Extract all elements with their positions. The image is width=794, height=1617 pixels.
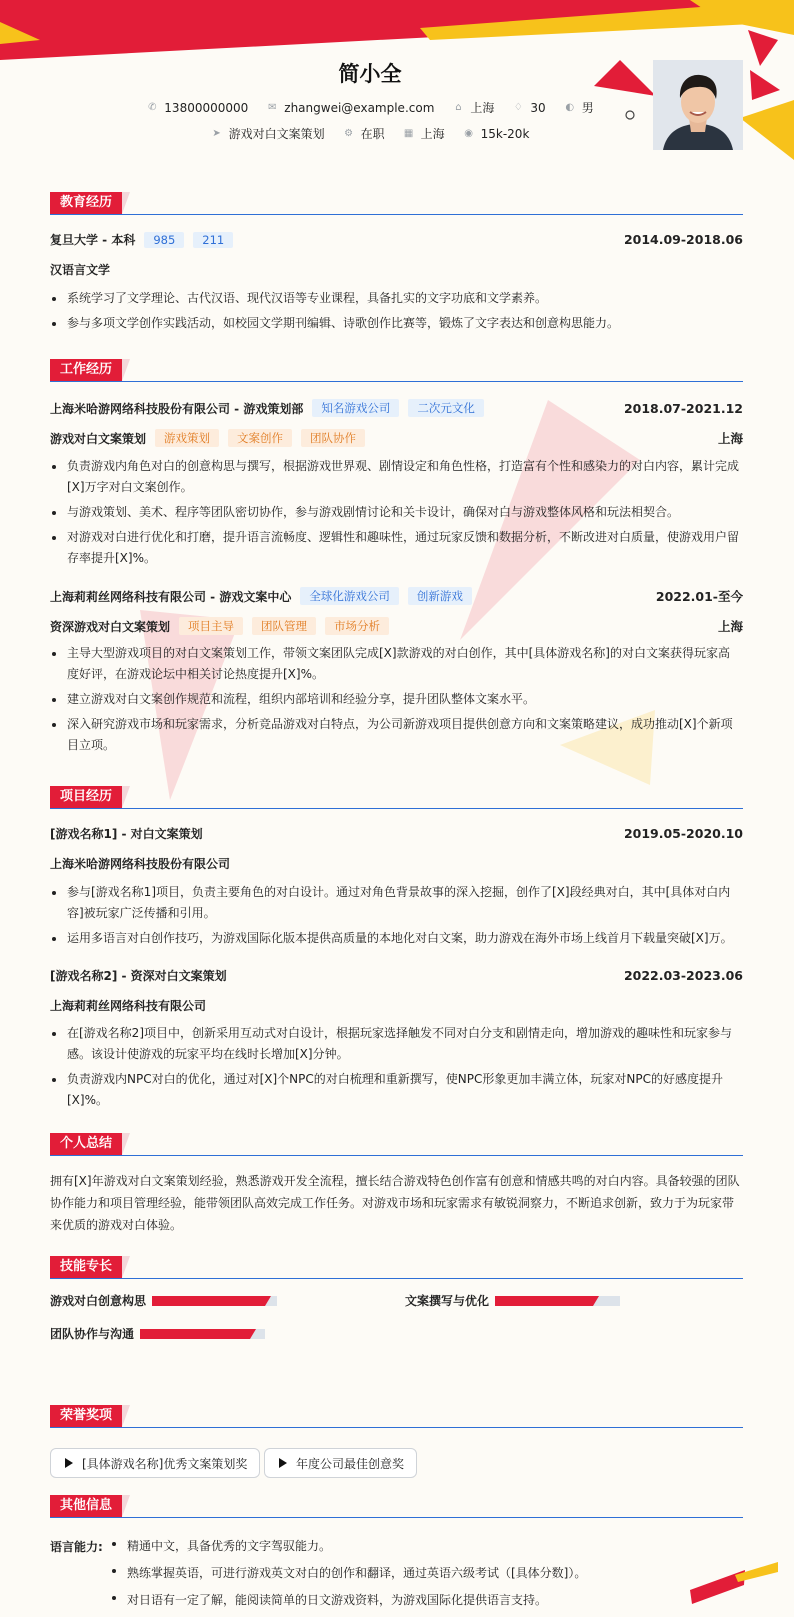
phone-item xyxy=(146,101,248,115)
candidate-name: 简小全 xyxy=(338,62,402,86)
send-icon: ➤ xyxy=(212,127,221,139)
gear-icon: ⚙ xyxy=(344,127,354,139)
skill-bar-fill xyxy=(140,1329,250,1339)
list-item: 熟练掌握英语，可进行游戏英文对白的创作和翻译，通过英语六级考试（[具体分数]）。 xyxy=(110,1560,730,1587)
project-bullets xyxy=(50,882,740,949)
other-title: 其他信息 xyxy=(50,1495,122,1517)
summary-header xyxy=(50,1133,743,1156)
skills-header xyxy=(50,1256,743,1279)
age-text: 30 xyxy=(530,100,546,115)
work-bullets xyxy=(50,456,740,569)
education-title: 教育经历 xyxy=(50,192,122,214)
company-name: 上海莉莉丝网络科技有限公司 - 游戏文案中心 xyxy=(50,589,292,604)
skill-bar-fill xyxy=(495,1296,593,1306)
age-item xyxy=(512,101,545,115)
city-text: 上海 xyxy=(470,101,495,115)
home-icon: ⌂ xyxy=(455,101,462,113)
phone-text: 13800000000 xyxy=(164,100,249,115)
award-text: 年度公司最佳创意奖 xyxy=(296,1456,405,1471)
list-item: 运用多语言对白创作技巧，为游戏国际化版本提供高质量的本地化对白文案，助力游戏在海外市场上线首月下载量突破[X]万。 xyxy=(50,928,740,949)
skill-bar xyxy=(495,1296,620,1306)
role-tag: 项目主导 xyxy=(179,617,243,635)
project-company: 上海莉莉丝网络科技有限公司 xyxy=(50,999,207,1013)
project-company: 上海米哈游网络科技股份有限公司 xyxy=(50,857,231,871)
role-name: 游戏对白文案策划 xyxy=(50,431,147,446)
contact-row xyxy=(0,99,740,116)
project-row xyxy=(50,825,743,842)
education-bullets xyxy=(50,288,740,334)
skill-item xyxy=(50,1292,277,1309)
skill-name: 文案撰写与优化 xyxy=(405,1294,490,1308)
skill-item xyxy=(405,1292,620,1309)
role-row xyxy=(50,617,743,635)
award-text: [具体游戏名称]优秀文案策划奖 xyxy=(82,1456,248,1471)
project-bullets xyxy=(50,1023,740,1111)
job-text: 游戏对白文案策划 xyxy=(228,127,325,141)
list-item: 参与[游戏名称1]项目，负责主要角色的对白设计。通过对角色背景故事的深入挖掘，创作了[X]段经典对白，其中[具体对白内容]被玩家广泛传播和引用。 xyxy=(50,882,740,924)
work-row xyxy=(50,399,743,417)
gender-icon: ◐ xyxy=(565,101,575,113)
honors-header xyxy=(50,1405,743,1428)
email-item xyxy=(266,101,434,115)
school-name: 复旦大学 - 本科 xyxy=(50,233,136,247)
summary-title: 个人总结 xyxy=(50,1133,122,1155)
list-item: 深入研究游戏市场和玩家需求，分析竞品游戏对白特点，为公司新游戏项目提供创意方向和文案策略建议，成功推动[X]个新项目立项。 xyxy=(50,714,740,756)
money-icon: ◉ xyxy=(464,127,473,139)
role-tag: 文案创作 xyxy=(228,429,292,447)
skill-bar xyxy=(140,1329,265,1339)
list-item: 建立游戏对白文案创作规范和流程，组织内部培训和经验分享，提升团队整体文案水平。 xyxy=(50,689,740,710)
phone-icon: ✆ xyxy=(148,101,157,113)
list-item: 负责游戏内角色对白的创意构思与撰写，根据游戏世界观、剧情设定和角色性格，打造富有个性和感染力的对白内容，累计完成[X]万字对白文案创作。 xyxy=(50,456,740,498)
company-tag: 二次元文化 xyxy=(408,399,484,417)
job-intent-row xyxy=(0,125,740,142)
work-date: 2022.01-至今 xyxy=(655,589,743,604)
age-icon: ♢ xyxy=(513,101,523,113)
role-tag: 游戏策划 xyxy=(155,429,219,447)
skill-name: 游戏对白创意构思 xyxy=(50,1294,147,1308)
status-text: 在职 xyxy=(360,127,385,141)
education-header xyxy=(50,192,743,215)
list-item: 对游戏对白进行优化和打磨，提升语言流畅度、逻辑性和趣味性，通过玩家反馈和数据分析，不断改进对白质量，使游戏用户留存率提升[X]%。 xyxy=(50,527,740,569)
building-icon: ▦ xyxy=(403,127,414,139)
role-tag: 团队管理 xyxy=(252,617,316,635)
role-row xyxy=(50,429,743,447)
projects-title: 项目经历 xyxy=(50,786,122,808)
summary-text: 拥有[X]年游戏对白文案策划经验，熟悉游戏开发全流程，擅长结合游戏特色创作富有创意和情感共鸣的对白内容。具备较强的团队协作能力和项目管理经验，能带领团队高效完成工作任务。对游戏市场和玩家需求有敏锐洞察力，不断追求创新，致力于为玩家带来优质的游戏对白体验。 xyxy=(50,1174,740,1232)
project-title: [游戏名称1] - 对白文案策划 xyxy=(50,827,203,841)
list-item: 对日语有一定了解，能阅读简单的日文游戏资料，为游戏国际化提供语言支持。 xyxy=(110,1587,730,1614)
company-tag: 创新游戏 xyxy=(408,587,472,605)
award-item xyxy=(264,1448,417,1478)
list-item: 主导大型游戏项目的对白文案策划工作，带领文案团队完成[X]款游戏的对白创作，其中[具体游戏名称]的对白文案获得玩家高度好评，在游戏论坛中相关讨论热度提升[X]%。 xyxy=(50,643,740,685)
role-tag: 市场分析 xyxy=(325,617,389,635)
other-header xyxy=(50,1495,743,1518)
work-location: 上海 xyxy=(717,431,743,446)
list-item: 在[游戏名称2]项目中，创新采用互动式对白设计，根据玩家选择触发不同对白分支和剧情走向，增加游戏的趣味性和玩家参与感。该设计使游戏的玩家平均在线时长增加[X]分钟。 xyxy=(50,1023,740,1065)
list-item: 负责游戏内NPC对白的优化，通过对[X]个NPC的对白梳理和重新撰写，使NPC形象更加丰满立体，玩家对NPC的好感度提升[X]%。 xyxy=(50,1069,740,1111)
project-date: 2019.05-2020.10 xyxy=(623,826,743,841)
project-date: 2022.03-2023.06 xyxy=(623,968,743,983)
gender-text: 男 xyxy=(581,101,594,115)
gender-item xyxy=(564,99,594,116)
target-city-item xyxy=(403,125,445,142)
list-item: 精通中文，具备优秀的文字驾驭能力。 xyxy=(110,1533,730,1560)
role-tag: 团队协作 xyxy=(301,429,365,447)
target-city-text: 上海 xyxy=(420,127,445,141)
school-tag: 211 xyxy=(193,232,233,248)
company-tag: 知名游戏公司 xyxy=(312,399,399,417)
company-name: 上海米哈游网络科技股份有限公司 - 游戏策划部 xyxy=(50,401,304,416)
language-list xyxy=(110,1533,730,1614)
work-title: 工作经历 xyxy=(50,359,122,381)
work-date: 2018.07-2021.12 xyxy=(623,400,743,416)
projects-header xyxy=(50,786,743,809)
project-title: [游戏名称2] - 资深对白文案策划 xyxy=(50,969,227,983)
job-item xyxy=(211,125,325,142)
email-text: zhangwei@example.com xyxy=(284,100,435,115)
work-header xyxy=(50,359,743,382)
play-icon xyxy=(65,1458,73,1468)
work-location: 上海 xyxy=(717,619,743,634)
work-row xyxy=(50,587,743,605)
status-item xyxy=(343,125,385,142)
major-name: 汉语言文学 xyxy=(50,263,111,277)
skills-title: 技能专长 xyxy=(50,1256,122,1278)
language-label: 语言能力: xyxy=(50,1540,103,1554)
role-name: 资深游戏对白文案策划 xyxy=(50,619,171,634)
award-item xyxy=(50,1448,260,1478)
salary-item xyxy=(463,127,530,141)
skill-name: 团队协作与沟通 xyxy=(50,1327,135,1341)
city-item xyxy=(452,99,494,116)
company-tag: 全球化游戏公司 xyxy=(300,587,399,605)
skill-bar-fill xyxy=(152,1296,265,1306)
skill-item xyxy=(50,1325,265,1342)
mail-icon: ✉ xyxy=(268,101,277,113)
skill-bar xyxy=(152,1296,277,1306)
salary-text: 15k-20k xyxy=(480,126,530,141)
work-bullets xyxy=(50,643,740,756)
school-tag: 985 xyxy=(144,232,184,248)
education-date: 2014.09-2018.06 xyxy=(623,232,743,247)
list-item: 与游戏策划、美术、程序等团队密切协作，参与游戏剧情讨论和关卡设计，确保对白与游戏整体风格和玩法相契合。 xyxy=(50,502,740,523)
project-row xyxy=(50,967,743,984)
avatar xyxy=(653,60,743,150)
avatar-image xyxy=(653,60,743,150)
list-item: 系统学习了文学理论、古代汉语、现代汉语等专业课程，具备扎实的文字功底和文学素养。 xyxy=(50,288,740,309)
honors-title: 荣誉奖项 xyxy=(50,1405,122,1427)
list-item: 参与多项文学创作实践活动，如校园文学期刊编辑、诗歌创作比赛等，锻炼了文字表达和创意构思能力。 xyxy=(50,313,740,334)
play-icon xyxy=(279,1458,287,1468)
education-row xyxy=(50,231,743,248)
